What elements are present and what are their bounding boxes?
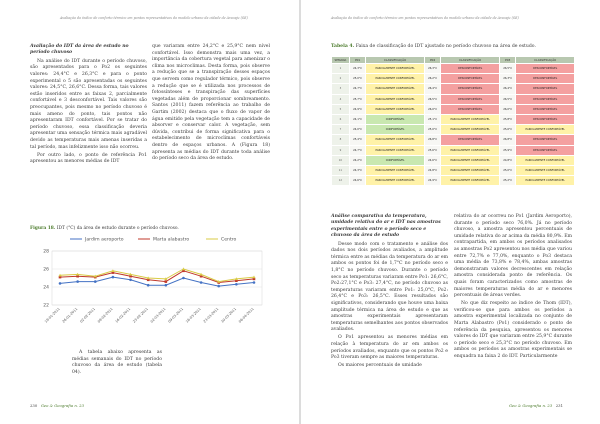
table-row	[332, 165, 575, 175]
paragraph: A tabela abaixo apresenta as médias semanais do IDT no período chuvoso da área de estudo (tabela 04).	[72, 350, 162, 375]
table-cell: DESCONFORTÁVEL	[441, 84, 500, 94]
table-cell: PARCIALMENTE CONFORTÁVEL	[441, 165, 500, 175]
table-cell: DESCONFORTÁVEL	[516, 94, 575, 104]
x-tick-label: 23-02-2011	[132, 306, 149, 324]
table-cell: PARCIALMENTE CONFORTÁVEL	[516, 155, 575, 165]
table-cell: PARCIALMENTE CONFORTÁVEL	[441, 125, 500, 135]
x-tick-label: 02-03-2011	[149, 306, 167, 324]
x-tick-label: 16-03-2011	[185, 306, 202, 324]
table-cell: 26,5°C	[499, 94, 515, 104]
paragraph: relativa do ar ocorreu no Po1 (Jardim Aeroporto), durante o período seco 76,0%. Já no período chuvoso, a amostra apresentou percentuais de umidade relativa do ar acima da média 80,9%. Em contrapartida, em ambos os períodos analisados as amostras Po2 apresentou nos média que variou entre 72,7% e 77,0%, enquanto o Po3 destaca uma média de 73,8% e 78,4%, ambas amostras demonstraram valores decrescentes em relação amostra considerada ponto de referência. Os quais foram caracterizados como amostras de maiores temperaturas média do ar e menores percentuais de áreas verdes.	[454, 214, 572, 299]
table-cell: 6	[332, 114, 350, 124]
table-cell: DESCONFORTÁVEL	[516, 84, 575, 94]
data-point	[165, 284, 168, 287]
table-title	[331, 44, 581, 50]
table-cell: 24,6°C	[349, 176, 365, 186]
table-header-cell: CLASSIFICAÇÃO	[366, 57, 425, 64]
table-cell: 25,9°C	[499, 145, 515, 155]
table-cell: 24,6°C	[424, 155, 440, 165]
table-cell: 24,7°C	[349, 84, 365, 94]
right-footer	[509, 403, 563, 408]
table-cell: DESCONFORTÁVEL	[441, 94, 500, 104]
right-column-2	[454, 214, 572, 362]
table-cell: DESCONFORTÁVEL	[441, 135, 500, 145]
paragraph: Desse modo com o tratamento e análise dos dados nos dois períodos avaliados, a amplitude térmica entre as médias da temperatura do ar em ambos os pontos foi de 1,7°C no período seco e 1,8°C no período chuvoso. Durante o período seco as temperaturas variaram entre Po1: 26,6°C, Po2:27,1°C e Po3: 27,4°C, no período chuvoso as temperaturas variaram entre Po1: 25,0°C, Po2: 26,4°C e Po3: 26,5°C. Esses resultados são significativos, considerando que houve uma baixa amplitude térmica na área de estudo e que as amostras experimentais apresentaram temperaturas semelhantes aos pontos observados avaliados.	[331, 241, 448, 333]
legend-label: Centro	[221, 237, 237, 243]
table-cell: 25,7°C	[349, 94, 365, 104]
table-header-cell: SEMANA	[332, 57, 350, 64]
left-column-1	[30, 44, 147, 167]
section-heading: Avaliação do IDT da área de estudo no período chuvoso	[30, 44, 129, 56]
table-cell: PARCIALMENTE CONFORTÁVEL	[441, 176, 500, 186]
table-cell: 24,8°C	[424, 165, 440, 175]
table-cell: DESCONFORTÁVEL	[516, 135, 575, 145]
page-number: 230	[30, 403, 38, 408]
left-page	[0, 0, 299, 424]
table-cell: PARCIALMENTE CONFORTÁVEL	[441, 155, 500, 165]
paragraph: que variaram entre 24,2°C e 25,9°C nem nível confortável. Isso demonstra mais uma vez, a importância da cobertura vegetal para amenizar o clima nos microclimas. Desta forma, pois observe a redução que se a transpiração desses espaços que servem como regulador térmico, pois observe a redução que se é utilizada nos processos de fotossínteses e transpiração das superfícies vegetadas além de proporcionar sombreamento. Santos (2011) fazem referência ao trabalho de Gartim (2002) destaca que o fluxo de vapor de água emitido pela vegetação tem a capacidade de absorver e conservar calor. A vegetação, sem dúvida, contribui de forma significativa para o estabelecimento de microclimas confortáveis dentro de espaços urbanos. A (Figura 18) apresenta as médias do IDT durante toda análise do período seco da área de estudo.	[152, 44, 270, 162]
table-cell: PARCIALMENTE CONFORTÁVEL	[366, 104, 425, 114]
table-header-cell: P03	[499, 57, 515, 64]
table-cell: 24,2°C	[349, 155, 365, 165]
x-tick-label: 02-02-2011	[79, 306, 96, 324]
table-row	[332, 104, 575, 114]
data-point	[235, 283, 238, 286]
data-point	[76, 280, 79, 283]
table-row	[332, 155, 575, 165]
table-cell: 25,2°C	[499, 176, 515, 186]
table-cell: PARCIALMENTE CONFORTÁVEL	[516, 125, 575, 135]
table-cell: 26,3°C	[424, 64, 440, 74]
table-cell: 25,8°C	[499, 114, 515, 124]
table-cell: 25,0°C	[424, 125, 440, 135]
table-header-cell: P01	[349, 57, 365, 64]
y-tick-label: 24	[43, 285, 49, 291]
idt-line-chart	[30, 233, 270, 343]
journal-name: Geo & Geografia n. 23	[509, 403, 553, 408]
left-column-2	[152, 44, 270, 164]
paragraph: No que diz respeito ao índice de Thom (IDT), verificou-se que para ambos os períodos a amostra experimental localizada no conjunto de Marta Alabastro (Po1) considerado o ponto de referência da pesquisa, apresentou os menores valores do IDT que variaram entre 25,9°C durante o período seco e 25,3°C no período chuvoso. Em ambos os períodos as amostras experimentais se enquadra na faixa 2 do IDT. Particularmente	[454, 301, 572, 359]
table-cell: PARCIALMENTE CONFORTÁVEL	[366, 176, 425, 186]
table-cell: PARCIALMENTE CONFORTÁVEL	[366, 145, 425, 155]
x-tick-label: 16-02-2011	[114, 306, 132, 324]
section-heading: Análise comparativa da temperatura, umidade relativa do ar e IDT nas amostras experimentais entre o período seco e chuvoso da área de estudo	[331, 214, 441, 239]
table-cell: 26,8°C	[424, 135, 440, 145]
table-cell: 24,7°C	[349, 145, 365, 155]
table-cell: 24,8°C	[499, 155, 515, 165]
table-cell: DESCONFORTÁVEL	[441, 104, 500, 114]
data-point	[253, 281, 256, 284]
table-row	[332, 114, 575, 124]
table-header-cell: CLASSIFICAÇÃO	[441, 57, 500, 64]
x-tick-label: 30-03-2011	[220, 306, 238, 324]
table-cell: DESCONFORTÁVEL	[516, 64, 575, 74]
legend-label: Jardim aeroporto	[85, 237, 124, 243]
x-tick-label: 06-04-2011	[237, 306, 255, 324]
data-point	[182, 277, 185, 280]
table-cell: 25,0°C	[349, 74, 365, 84]
table-row	[332, 64, 575, 74]
table-caption: Faixa de classificação do IDT ajustado no período chuvoso na área de estudo.	[355, 44, 536, 49]
table-cell: 26,4°C	[499, 84, 515, 94]
paragraph: Na análise do IDT durante o período chuvoso, são apresentados para o Po2 os seguintes valores: 24,4°C e 26,3°C e para o ponto experimental o 5 são apresentadas os seguintes valores: 24,5°C, 26,6°C. Dessa forma, tais valores estão inseridos entre as faixas 2, parcialmente confortável e 3 desconfortável. Tais valores são preocupantes, pois mesmo no período chuvoso é mais ameno do ponto, tais pontos não apresentaram IDT confortável. Por se tratar do período chuvoso, essa classificação deveria apresentar uma sensação térmica mais agradável devido as temperaturas mais amenas inseridas a tal período, mas infelizmente isso não ocorreu.	[30, 58, 147, 150]
x-tick-label: 09-02-2011	[96, 306, 114, 324]
table-cell: 24,3°C	[349, 64, 365, 74]
table-cell: 26,4°C	[424, 84, 440, 94]
table-row	[332, 135, 575, 145]
table-cell: PARCIALMENTE CONFORTÁVEL	[516, 176, 575, 186]
left-footer	[30, 403, 84, 408]
table-cell: 24,0°C	[349, 125, 365, 135]
table-cell: 5	[332, 104, 350, 114]
x-tick-label: 23-03-2011	[202, 306, 220, 324]
data-point	[112, 276, 115, 279]
table-cell: DESCONFORTÁVEL	[516, 104, 575, 114]
table-cell: 25,0°C	[499, 165, 515, 175]
right-page	[301, 0, 600, 424]
paragraph: Por outro lado, o ponto de referência Po1 apresentou as menores médias de IDT	[30, 152, 147, 165]
paragraph: O Po1 apresentou as menores médias em relação à temperatura do ar em ambos os períodos avaliados, enquanto que os pontos Po2 e Po3 tiveram sempre as maiores temperaturas.	[331, 335, 448, 361]
x-tick-label: 09-03-2011	[167, 306, 185, 324]
table-cell: PARCIALMENTE CONFORTÁVEL	[441, 145, 500, 155]
table-cell: DESCONFORTÁVEL	[441, 74, 500, 84]
data-point	[200, 281, 203, 284]
journal-name: Geo & Geografia n. 23	[40, 403, 85, 408]
y-tick-label: 22	[43, 303, 49, 309]
table-label: Tabela 4.	[331, 44, 355, 49]
table-cell: PARCIALMENTE CONFORTÁVEL	[366, 94, 425, 104]
table-cell: 25,4°C	[349, 135, 365, 145]
table-cell: 7	[332, 125, 350, 135]
running-head: Avaliação do índice de conforto térmico em pontos representativos do modelo urbano da cidade de Aracaju (SE)	[331, 16, 519, 20]
table-header-cell: P02	[424, 57, 440, 64]
table-cell: 25,6°C	[424, 145, 440, 155]
data-point	[59, 282, 62, 285]
table-header-cell: CLASSIFICAÇÃO	[516, 57, 575, 64]
data-point	[94, 280, 97, 283]
table-cell: PARCIALMENTE CONFORTÁVEL	[366, 165, 425, 175]
table-cell: 4	[332, 94, 350, 104]
table-cell: PARCIALMENTE CONFORTÁVEL	[366, 84, 425, 94]
table-row	[332, 74, 575, 84]
table-cell: 1	[332, 64, 350, 74]
table-cell: 24,9°C	[424, 176, 440, 186]
y-tick-label: 26	[43, 267, 49, 273]
table-cell: 2	[332, 74, 350, 84]
running-head: Avaliação do índice de conforto térmico em pontos representativos do modelo urbano da cidade de Aracaju (SE)	[60, 16, 248, 20]
table-cell: 24,3°C	[349, 165, 365, 175]
table-cell: PARCIALMENTE CONFORTÁVEL	[441, 114, 500, 124]
table-cell: 26,8°C	[499, 135, 515, 145]
figure-title	[30, 226, 280, 231]
table-cell: PARCIALMENTE CONFORTÁVEL	[366, 135, 425, 145]
legend-label: Marta alabastro	[153, 237, 190, 243]
table-cell: 9	[332, 145, 350, 155]
data-point	[217, 285, 220, 288]
table-row	[332, 176, 575, 186]
paragraph: Os maiores percentuais de umidade	[338, 363, 422, 369]
table-cell: 26,0°C	[424, 104, 440, 114]
table-cell: 8	[332, 135, 350, 145]
table-row	[332, 145, 575, 155]
x-tick-label: 19-01-2011	[43, 306, 61, 324]
table-cell: 10	[332, 155, 350, 165]
table-cell: 11	[332, 165, 350, 175]
x-tick-label: 26-01-2011	[61, 306, 79, 324]
table-cell: DESCONFORTÁVEL	[516, 74, 575, 84]
table-cell: 3	[332, 84, 350, 94]
table-cell: PARCIALMENTE CONFORTÁVEL	[366, 64, 425, 74]
figure-caption: IDT (°C) da área de estudo durante o período chuvoso.	[56, 226, 179, 231]
data-point	[165, 280, 168, 283]
table-cell: CONFORTÁVEL	[366, 114, 425, 124]
y-tick-label: 28	[43, 249, 49, 255]
table-cell: 26,2°C	[424, 74, 440, 84]
table-intro	[72, 350, 162, 378]
table-cell: 24,9°C	[349, 104, 365, 114]
table-cell: PARCIALMENTE CONFORTÁVEL	[516, 165, 575, 175]
table-cell: 26,5°C	[499, 64, 515, 74]
table-row	[332, 94, 575, 104]
table-cell: DESCONFORTÁVEL	[441, 64, 500, 74]
data-point	[129, 279, 132, 282]
classification-table	[331, 56, 575, 186]
table-cell: 26,3°C	[499, 74, 515, 84]
table-row	[332, 125, 575, 135]
figure-label: Figura 18.	[30, 226, 56, 231]
table-cell: 25,1°C	[424, 114, 440, 124]
table-cell: 26,5°C	[424, 94, 440, 104]
table-cell: 25,6°C	[499, 125, 515, 135]
right-column-1	[331, 214, 448, 371]
data-point	[147, 284, 150, 287]
table-row	[332, 84, 575, 94]
table-cell: CONFORTÁVEL	[366, 155, 425, 165]
table-cell: CONFORTÁVEL	[366, 125, 425, 135]
page-number: 231	[555, 403, 564, 408]
table-cell: 24,1°C	[349, 114, 365, 124]
table-cell: DESCONFORTÁVEL	[516, 145, 575, 155]
table-cell: DESCONFORTÁVEL	[516, 114, 575, 124]
table-cell: 12	[332, 176, 350, 186]
table-cell: PARCIALMENTE CONFORTÁVEL	[366, 74, 425, 84]
table-cell: 26,0°C	[499, 104, 515, 114]
